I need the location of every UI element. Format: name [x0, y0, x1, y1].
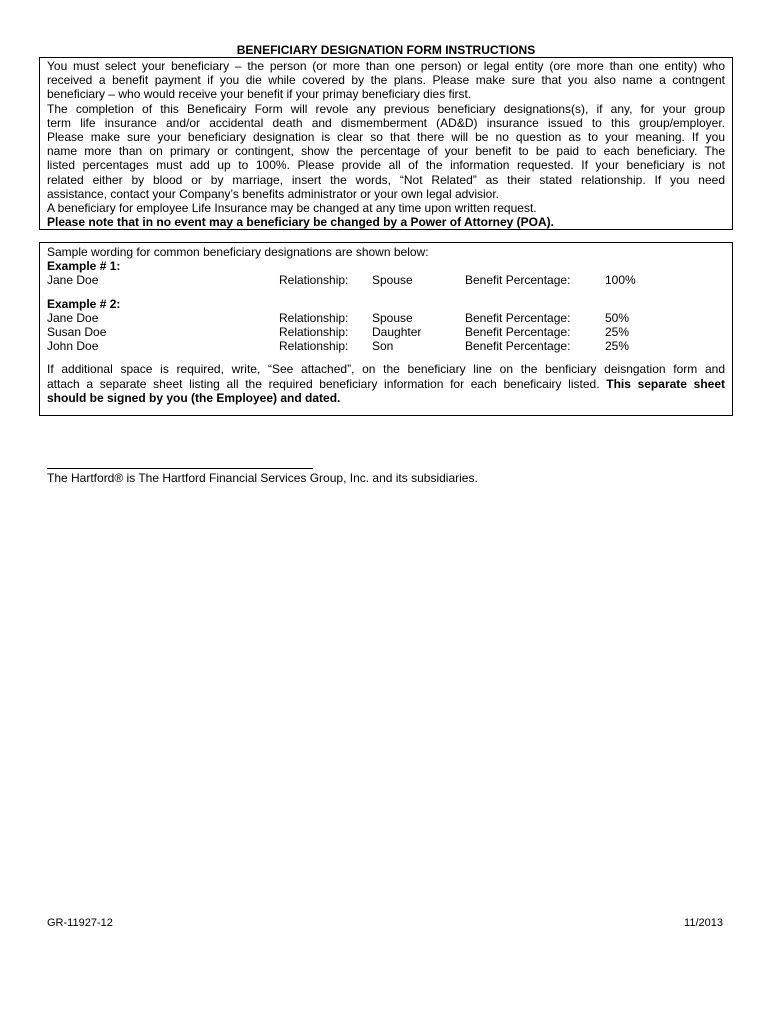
relationship-label: Relationship:: [279, 324, 349, 339]
percentage-value: 25%: [605, 339, 630, 354]
instruction-line: name more than on primary or contingent, show the percentage of your benefit to be paid to each beneficiary. The: [47, 144, 725, 159]
beneficiary-name: Susan Doe: [47, 324, 107, 339]
samples-box: [39, 242, 733, 416]
percentage-label: Benefit Percentage:: [465, 273, 571, 288]
example-2-heading: Example # 2:: [47, 296, 121, 311]
percentage-value: 50%: [605, 310, 630, 325]
instruction-line: A beneficiary for employee Life Insurance may be changed at any time upon written request.: [47, 201, 537, 216]
poa-note: Please note that in no event may a beneficiary be changed by a Power of Attorney (POA).: [47, 215, 555, 230]
relationship-value: Spouse: [372, 310, 413, 325]
beneficiary-name: Jane Doe: [47, 310, 99, 325]
additional-space-note: [47, 377, 725, 391]
instruction-line: Please make sure your beneficiary designation is clear so that there will be no question as to your meaning. If you: [47, 130, 725, 145]
additional-space-text: attach a separate sheet listing all the required beneficiary information for each beneficairy listed.: [47, 376, 607, 391]
instruction-line: related either by blood or by marriage, insert the words, “Not Related” as their stated relationship. If you need: [47, 172, 725, 187]
form-date: 11/2013: [684, 917, 723, 929]
footnote: The Hartford® is The Hartford Financial Services Group, Inc. and its subsidiaries.: [47, 471, 478, 485]
instruction-line: You must select your beneficiary – the person (or more than one person) or legal entity (ore more than one entity) who: [47, 59, 725, 73]
instruction-line: beneficiary – who would receive your benefit if your primay beneficiary dies first.: [47, 87, 472, 102]
example-row: [47, 325, 725, 339]
relationship-value: Son: [372, 339, 394, 354]
percentage-label: Benefit Percentage:: [465, 324, 571, 339]
relationship-value: Daughter: [372, 324, 422, 339]
relationship-label: Relationship:: [279, 273, 349, 288]
footnote-divider: [47, 468, 313, 469]
instruction-line: listed percentages must add up to 100%. Please provide all of the information requested. If your beneficiary is not: [47, 158, 725, 173]
instructions-box: [39, 57, 733, 230]
separate-sheet-signature-note: should be signed by you (the Employee) and dated.: [47, 390, 341, 405]
beneficiary-name: John Doe: [47, 339, 99, 354]
relationship-label: Relationship:: [279, 339, 349, 354]
instruction-line: assistance, contact your Company’s benefits administrator or your own legal advisior.: [47, 186, 499, 201]
relationship-value: Spouse: [372, 273, 413, 288]
beneficiary-name: Jane Doe: [47, 273, 99, 288]
percentage-label: Benefit Percentage:: [465, 310, 571, 325]
samples-intro: Sample wording for common beneficiary designations are shown below:: [47, 245, 429, 259]
example-row: [47, 273, 725, 287]
example-row: [47, 311, 725, 325]
instruction-line: The completion of this Beneficairy Form will revole any previous beneficiary designations(s), if any, for your group: [47, 101, 725, 116]
form-code: GR-11927-12: [47, 917, 113, 929]
example-1-heading: Example # 1:: [47, 259, 121, 274]
percentage-value: 100%: [605, 273, 636, 288]
example-row: [47, 339, 725, 353]
instruction-line: term life insurance and/or accidental death and dismemberment (AD&D) insurance issued to this group/employer.: [47, 115, 725, 130]
instruction-line: received a benefit payment if you die while covered by the plans. Please make sure that you also name a contngent: [47, 73, 725, 88]
additional-space-note: If additional space is required, write, “See attached”, on the beneficiary line on the benficiary deisngation form and: [47, 362, 725, 377]
page-title: BENEFICIARY DESIGNATION FORM INSTRUCTIONS: [236, 43, 536, 57]
percentage-label: Benefit Percentage:: [465, 339, 571, 354]
separate-sheet-note: This separate sheet: [606, 376, 725, 391]
percentage-value: 25%: [605, 324, 630, 339]
relationship-label: Relationship:: [279, 310, 349, 325]
